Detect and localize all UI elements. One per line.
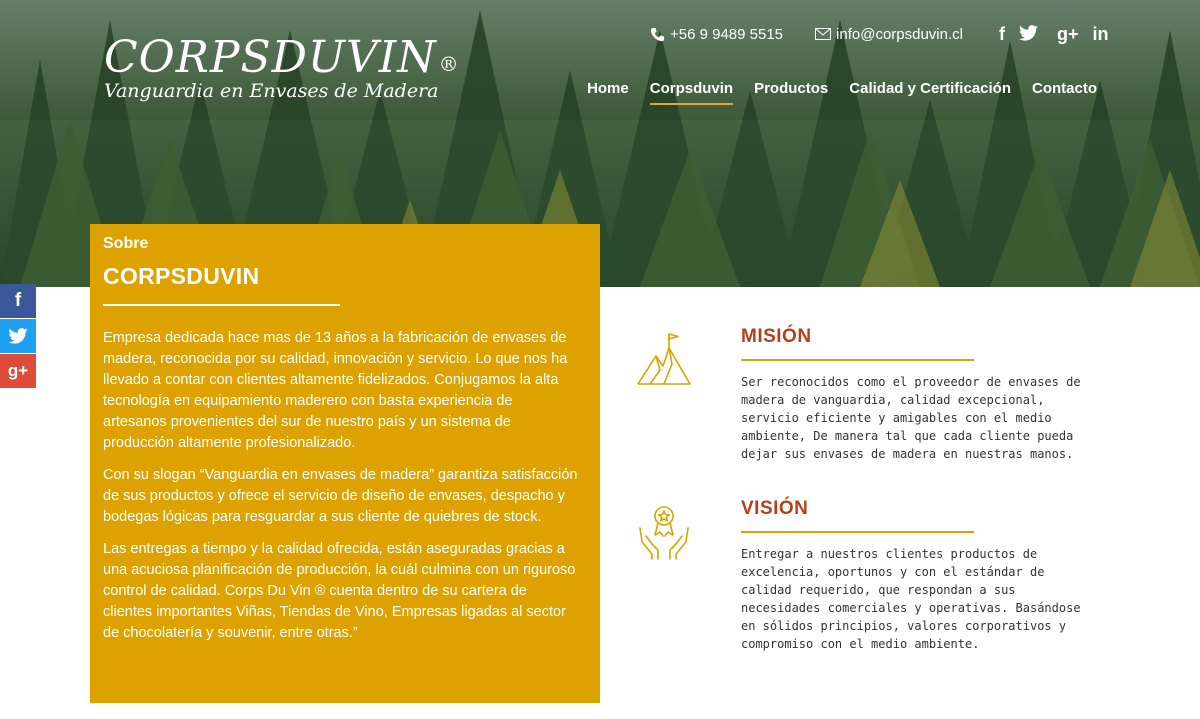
about-title: CORPSDUVIN	[103, 263, 260, 289]
email-link[interactable]	[815, 26, 963, 43]
site-logo[interactable]	[104, 32, 460, 102]
phone-icon	[650, 27, 665, 42]
mountain-flag-icon	[636, 330, 692, 386]
contact-bar	[650, 24, 1109, 44]
share-facebook-button[interactable]	[0, 284, 36, 318]
side-share-bar	[0, 284, 36, 389]
about-paragraph-3: Las entregas a tiempo y la calidad ofrecida, están aseguradas gracias a una acuciosa planificación de producción, la cuál culmina con un riguroso control de calidad. Corps Du Vin ® cuenta dentro de su cartera de clientes importantes Viñas, Tiendas de Vino, Empresas ligadas al sector de chocolatería y souvenir, entre otras.”	[103, 541, 576, 641]
googleplus-icon[interactable]: g+	[1056, 24, 1079, 44]
about-paragraph-2: Con su slogan “Vanguardia en envases de madera” garantiza satisfacción de sus productos y ofrece el servicio de diseño de envases, despacho y bodegas lógicas para resguardar a sus cliente de quiebres de stock.	[103, 467, 578, 525]
phone-link[interactable]	[650, 26, 783, 43]
about-panel	[90, 224, 600, 703]
hands-award-icon	[636, 502, 692, 560]
envelope-icon	[815, 28, 831, 40]
share-googleplus-button[interactable]	[0, 354, 36, 388]
nav-home[interactable]: Home	[587, 80, 629, 97]
mision-divider	[741, 359, 974, 361]
about-paragraph-1: Empresa dedicada hace mas de 13 años a la fabricación de envases de madera, reconocida por su calidad, innovación y servicio. Lo que nos ha llevado a contar con clientes altamente fidelizados. Conjugamos la alta tecnología en equipamiento maderero con basta experiencia de artesanos provenientes del sur de nuestro país y un sistema de producción altamente profesionalizado.	[103, 330, 568, 451]
share-twitter-button[interactable]	[0, 319, 36, 353]
logo-title: CORPSDUVIN ®	[104, 32, 460, 83]
main-navigation	[587, 80, 1097, 105]
linkedin-icon[interactable]: in	[1092, 24, 1109, 44]
nav-corpsduvin[interactable]: Corpsduvin	[650, 80, 733, 105]
about-pretitle: Sobre	[103, 235, 149, 252]
nav-calidad-certificacion[interactable]: Calidad y Certificación	[849, 80, 1011, 97]
phone-number: +56 9 9489 5515	[670, 25, 784, 43]
mision-heading: MISIÓN	[741, 326, 812, 347]
twitter-icon[interactable]	[1019, 25, 1043, 44]
logo-tagline: Vanguardia en Envases de Madera	[104, 80, 439, 102]
registered-mark: ®	[438, 52, 460, 76]
nav-productos[interactable]: Productos	[754, 80, 829, 97]
twitter-icon	[8, 328, 28, 344]
header-social-links	[999, 25, 1109, 44]
vision-divider	[741, 531, 974, 533]
facebook-icon[interactable]: f	[998, 24, 1005, 44]
mision-text: Ser reconocidos como el proveedor de envases de madera de vanguardia, calidad excepcional, servicio eficiente y amigables con el medio ambiente, De manera tal que cada cliente pueda dejar sus envases de madera en nuestras manos.	[741, 375, 1081, 461]
facebook-icon: f	[14, 290, 22, 311]
about-divider	[103, 304, 340, 306]
googleplus-icon: g+	[7, 361, 29, 380]
email-address: info@corpsduvin.cl	[836, 25, 963, 43]
vision-text: Entregar a nuestros clientes productos de excelencia, oportunos y con el estándar de calidad requerido, que respondan a sus necesidades comerciales y operativas. Basándose en sólidos principios, valores corporativos y compromiso con el medio ambiente.	[741, 547, 1081, 651]
nav-contacto[interactable]: Contacto	[1032, 80, 1097, 97]
vision-heading: VISIÓN	[741, 498, 809, 519]
